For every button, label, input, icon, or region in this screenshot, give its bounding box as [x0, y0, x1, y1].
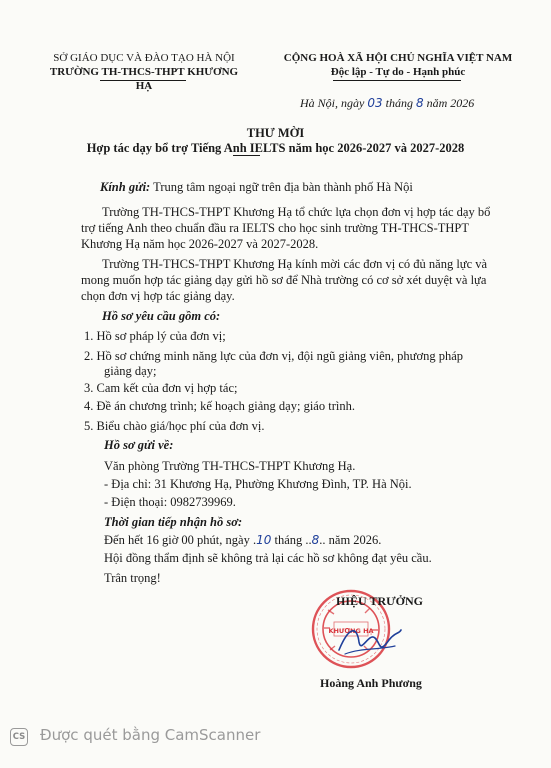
deadline-line: Đến hết 16 giờ 00 phút, ngày .10 tháng ..8.. năm 2026. — [104, 533, 382, 547]
paragraph-1-line-1: Trường TH-THCS-THPT Khương Hạ tổ chức lựa chọn đơn vị hợp tác dạy bổ — [102, 205, 491, 219]
handwritten-deadline-day: 10 — [256, 533, 272, 547]
submission-office: Văn phòng Trường TH-THCS-THPT Khương Hạ. — [104, 459, 356, 473]
department-name: SỞ GIÁO DỤC VÀ ĐÀO TẠO HÀ NỘI — [53, 52, 235, 64]
requirement-item: 4. Đề án chương trình; kế hoạch giảng dạy; giáo trình. — [84, 399, 355, 413]
school-name: TRƯỜNG TH-THCS-THPT KHƯƠNG HẠ — [49, 66, 239, 92]
document-date: Hà Nội, ngày 03 tháng 8 năm 2026 — [300, 96, 475, 110]
header-left — [44, 51, 244, 93]
submission-address: - Địa chỉ: 31 Khương Hạ, Phường Khương Đình, TP. Hà Nội. — [104, 477, 412, 491]
national-motto: Độc lập - Tự do - Hạnh phúc — [330, 66, 466, 78]
deadline-heading: Thời gian tiếp nhận hồ sơ: — [104, 515, 243, 529]
requirement-item-continuation: giảng dạy; — [104, 364, 157, 378]
submission-heading: Hồ sơ gửi về: — [104, 438, 174, 452]
requirement-item: 1. Hồ sơ pháp lý của đơn vị; — [84, 329, 226, 343]
recipient-value: Trung tâm ngoại ngữ trên địa bàn thành phố Hà Nội — [153, 180, 413, 194]
paragraph-1-line-2: trợ tiếng Anh theo chuẩn đầu ra IELTS cho học sinh trường TH-THCS-THPT — [81, 221, 469, 235]
recipient-line — [100, 180, 413, 195]
handwritten-deadline-month: 8 — [311, 533, 320, 547]
header-right — [268, 51, 528, 79]
subject-underline — [233, 155, 260, 156]
paragraph-2-line-2: mong muốn hợp tác giảng dạy gửi hồ sơ để Nhà trường có cơ sở xét duyệt và lựa — [81, 273, 487, 287]
submission-phone: - Điện thoại: 0982739969. — [104, 495, 236, 509]
requirement-item: 2. Hồ sơ chứng minh năng lực của đơn vị, đội ngũ giảng viên, phương pháp — [84, 349, 463, 363]
signature-scribble-icon — [335, 620, 405, 665]
camscanner-watermark-text: Được quét bằng CamScanner — [40, 726, 261, 744]
camscanner-logo-icon: CS — [10, 728, 28, 746]
requirement-item: 5. Biểu chào giá/học phí của đơn vị. — [84, 419, 265, 433]
paragraph-2-line-1: Trường TH-THCS-THPT Khương Hạ kính mời các đơn vị có đủ năng lực và — [102, 257, 488, 271]
country-name: CỘNG HOÀ XÃ HỘI CHỦ NGHĨA VIỆT NAM — [283, 52, 513, 64]
motto-underline — [333, 80, 461, 81]
school-name-underline — [100, 80, 186, 81]
handwritten-day: 03 — [367, 96, 383, 110]
requirement-item: 3. Cam kết của đơn vị hợp tác; — [84, 381, 238, 395]
requirements-heading: Hồ sơ yêu cầu gồm có: — [102, 309, 221, 323]
stamp-label: KHƯƠNG HẠ — [328, 627, 374, 635]
recipient-label: Kính gửi: — [100, 180, 151, 194]
letter-subject: Hợp tác dạy bổ trợ Tiếng Anh IELTS năm học 2026-2027 và 2027-2028 — [86, 141, 465, 155]
closing-text: Trân trọng! — [104, 571, 161, 585]
paragraph-2-line-3: chọn đơn vị hợp tác giảng dạy. — [81, 289, 235, 303]
signatory-title: HIỆU TRƯỞNG — [336, 594, 424, 608]
letter-title: THƯ MỜI — [246, 126, 305, 140]
signatory-name: Hoàng Anh Phương — [320, 676, 422, 690]
paragraph-1-line-3: Khương Hạ năm học 2026-2027 và 2027-2028. — [81, 237, 319, 251]
deadline-note: Hội đồng thẩm định sẽ không trả lại các hồ sơ không đạt yêu cầu. — [104, 551, 432, 565]
handwritten-month: 8 — [415, 96, 424, 110]
